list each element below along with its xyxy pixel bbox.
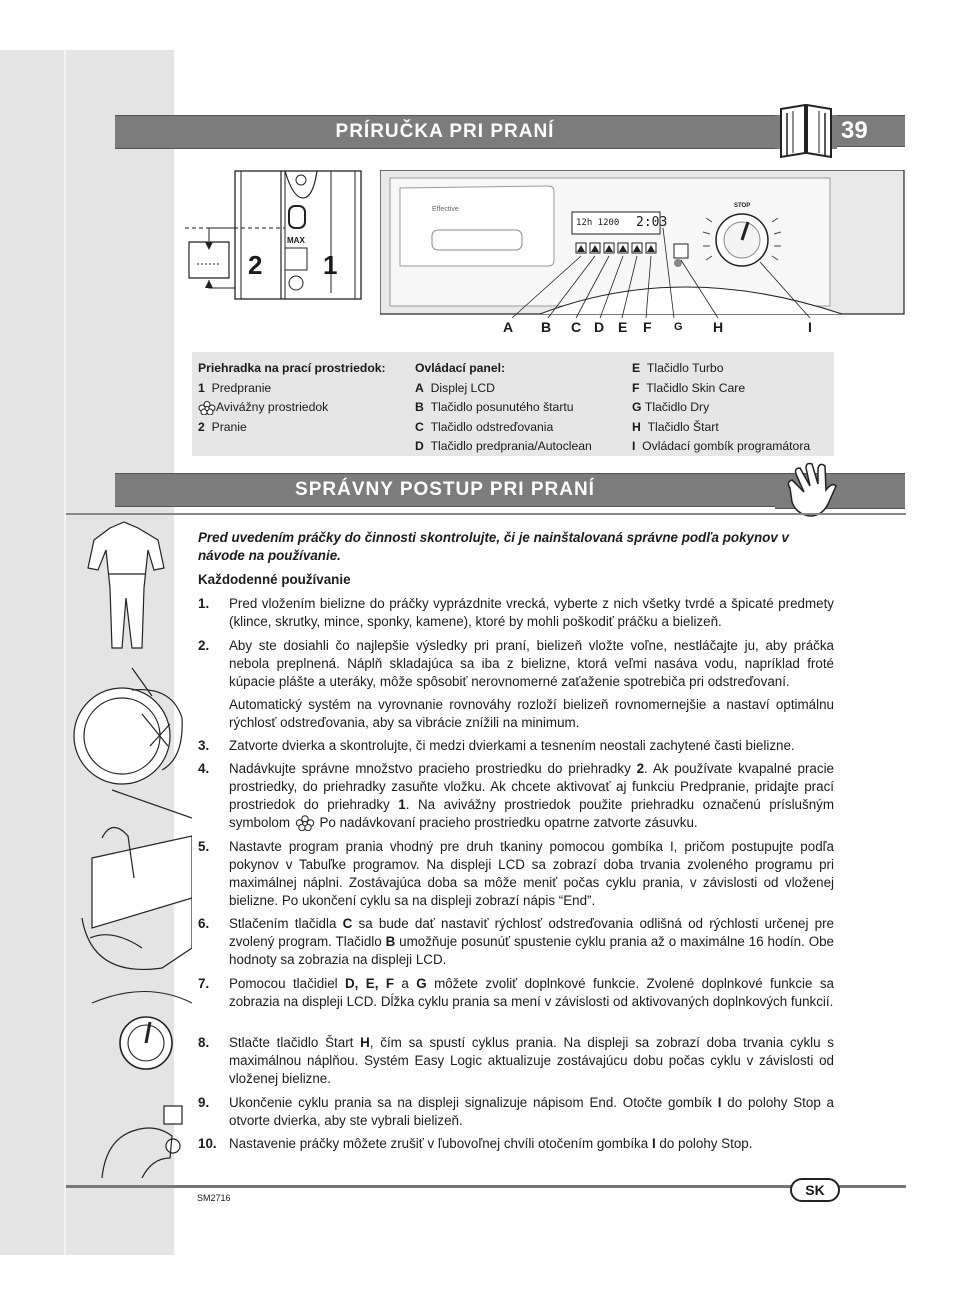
callout-g: G	[674, 321, 683, 333]
step-text: Nastavenie práčky môžete zrušiť v ľubovoľnej chvíli otočením gombíka I do polohy Stop.	[229, 1136, 753, 1151]
legend-panel-title: Ovládací panel:	[415, 361, 506, 375]
sidebar-divider	[64, 50, 66, 1255]
step-2-note	[198, 696, 834, 732]
legend-col-buttons	[632, 359, 810, 457]
legend-key: F	[632, 380, 640, 395]
dial-drawing	[92, 992, 192, 1070]
dial-stop-label: STOP	[734, 203, 751, 209]
legend-text: Tlačidlo Štart	[647, 419, 719, 434]
legend-key: B	[415, 400, 424, 414]
legend-text: Displej LCD	[430, 380, 495, 395]
book-icon	[775, 101, 837, 159]
start-button-drawing	[102, 1106, 182, 1178]
hand-icon	[782, 460, 838, 518]
step-4	[198, 760, 834, 832]
control-panel-drawing	[380, 170, 905, 338]
page-number: 39	[837, 115, 905, 147]
callout-e: E	[618, 319, 628, 335]
drum-drawing	[74, 668, 192, 818]
step-text: Stlačením tlačidla C sa bude dať nastaviť rýchlosť odstreďovania odlišná od rýchlosti určenej pre zvolený program. Tlačidlo B umožňuje posunúť spustenie cyklu prania až o maximálne 16 hodín. Obe hodnoty sa zobrazia na displeji LCD.	[229, 916, 835, 967]
footer-rule	[66, 1185, 906, 1188]
section-rule	[66, 513, 906, 515]
legend-key: D	[415, 439, 424, 453]
step-number: 9.	[198, 1095, 210, 1110]
legend-text: Tlačidlo predprania/Autoclean	[430, 439, 592, 453]
step-number: 4.	[198, 761, 210, 776]
step-text: Ukončenie cyklu prania sa na displeji signalizuje nápisom End. Otočte gombík I do polohy Stop a otvorte dvierka, aby ste vybrali bielizeň.	[229, 1095, 835, 1128]
legend-text: Avivážny prostriedok	[216, 400, 329, 414]
step-number: 1.	[198, 596, 210, 611]
step-number: 3.	[198, 738, 210, 753]
step-text: Nastavte program prania vhodný pre druh tkaniny pomocou gombíka I, pričom postupujte podľa pokynov v Tabuľke programov. Na displeji LCD sa zobrazí doba trvania zvoleného programu pri maximálnej náplni. Zostávajúca doba sa môže meniť počas cyklu prania, v závislosti od vloženej bielizne. Po ukončení cyklu sa na displeji zobrazí nápis “End”.	[229, 839, 834, 908]
detergent-drawer-drawing	[185, 168, 375, 303]
step-2	[198, 637, 834, 691]
legend-key: I	[632, 439, 636, 453]
lcd-left-readout: 12h 1200	[576, 218, 620, 228]
legend-key: A	[415, 380, 424, 395]
legend-key: 1	[198, 380, 205, 395]
callout-d: D	[594, 319, 605, 335]
step-10	[198, 1135, 834, 1153]
step-1	[198, 595, 834, 631]
legend-col-panel	[415, 359, 592, 457]
garment-drawing	[88, 522, 164, 648]
legend-text: Tlačidlo Skin Care	[646, 380, 746, 395]
legend-col-drawer	[198, 359, 386, 437]
callout-f: F	[643, 319, 652, 335]
legend-key: G	[632, 400, 642, 414]
document-code: SM2716	[197, 1193, 231, 1203]
legend-text: Tlačidlo posunutého štartu	[430, 400, 574, 414]
language-badge: SK	[790, 1178, 840, 1202]
step-text: Stlačte tlačidlo Štart H, čím sa spustí cyklus prania. Na displeji sa zobrazí doba trvania cyklu s maximálnou náplňou. Systém Easy Logic aktualizuje zostávajúcu dobu počas cyklu v závislosti od vloženej bielizne.	[229, 1035, 835, 1086]
step-number: 6.	[198, 916, 210, 931]
step-number: 2.	[198, 638, 210, 653]
lcd-time-readout: 2:03	[636, 215, 668, 230]
subheading-daily-use: Každodenné používanie	[198, 572, 351, 587]
legend-text: Ovládací gombík programátora	[642, 439, 811, 453]
step-9	[198, 1094, 834, 1130]
legend-drawer-title: Priehradka na prací prostriedok:	[198, 361, 386, 375]
legend-text: Tlačidlo Turbo	[646, 361, 724, 375]
legend-key: E	[632, 361, 641, 375]
step-3	[198, 737, 834, 755]
step-7	[198, 975, 834, 1011]
step-text: Nadávkujte správne množstvo pracieho prostriedku do priehradky 2. Ak používate kvapalné pracie prostriedky, do priehradky zasuňte vložku. Ak chcete aktivovať aj funkciu Predpranie, pridajte prací prostriedok do priehradky 1. Na avivážny prostriedok použite priehradku označenú príslušným symbolom Po nadávkovaní pracieho prostriedku opatrne zatvorte zásuvku.	[229, 761, 834, 830]
legend-key: 2	[198, 419, 205, 434]
legend-key: C	[415, 419, 424, 434]
step-number: 10.	[198, 1136, 217, 1151]
callout-h: H	[713, 319, 724, 335]
legend-key: H	[632, 419, 641, 434]
step-number: 8.	[198, 1035, 210, 1050]
step-text: Aby ste dosiahli čo najlepšie výsledky pri praní, bielizeň vložte voľne, nestláčajte ju, aby práčka nebola preplnená. Náplň skladajúca sa iba z bielizne, ktorá veľmi nasáva vodu, napríklad froté kúpacie plášte a uteráky, môže spôsobiť nerovnomerné zaťaženie spotrebiča pri odstreďovaní.	[229, 638, 834, 689]
fabric-softener-icon	[198, 401, 216, 415]
intro-text: Pred uvedením práčky do činnosti skontrolujte, či je nainštalovaná správne podľa pokynov v návode na používanie.	[198, 530, 789, 563]
max-label: MAX	[287, 236, 305, 245]
section-title-guide: PRÍRUČKA PRI PRANÍ	[115, 115, 775, 149]
step-text: Pomocou tlačidiel D, E, F a G môžete zvoliť doplnkové funkcie. Zvolené doplnkové funkcie sa zobrazia na displeji LCD. Dĺžka cyklu prania sa mení v závislosti od aktivovaných doplnkových funkcií.	[229, 976, 834, 1009]
panel-brand: Effective	[432, 206, 459, 213]
step-text: Pred vložením bielizne do práčky vyprázdnite vrecká, vyberte z nich všetky tvrdé a špicaté predmety (klince, skrutky, mince, sponky, kamene), ktoré by mohli poškodiť práčku a bielizeň.	[229, 596, 834, 629]
drawer-pull-drawing	[82, 827, 192, 969]
step-text: Zatvorte dvierka a skontrolujte, či medzi dvierkami a tesnením neostali zachytené časti bielizne.	[229, 738, 795, 753]
callout-c: C	[571, 319, 582, 335]
step-text: Automatický systém na vyrovnanie rovnováhy rozloží bielizeň rovnomernejšie a nastaví optimálnu rýchlosť odstreďovania, aby sa vibrácie znížili na minimum.	[229, 697, 834, 730]
compartment-1-label: 1	[323, 250, 338, 280]
callout-a: A	[503, 319, 514, 335]
section-title-procedure: SPRÁVNY POSTUP PRI PRANÍ	[115, 473, 775, 507]
legend-text: Tlačidlo Dry	[644, 400, 710, 414]
callout-i: I	[808, 319, 812, 335]
legend-text: Pranie	[211, 419, 247, 434]
fabric-softener-icon	[294, 815, 316, 831]
compartment-2-label: 2	[248, 250, 263, 280]
step-number: 5.	[198, 839, 210, 854]
step-8	[198, 1034, 834, 1088]
legend-box	[192, 352, 834, 456]
step-6	[198, 915, 834, 969]
procedure-illustrations	[72, 518, 192, 1178]
callout-b: B	[541, 319, 552, 335]
legend-text: Tlačidlo odstreďovania	[430, 419, 554, 434]
step-5	[198, 838, 834, 910]
legend-text: Predpranie	[211, 380, 272, 395]
step-number: 7.	[198, 976, 210, 991]
